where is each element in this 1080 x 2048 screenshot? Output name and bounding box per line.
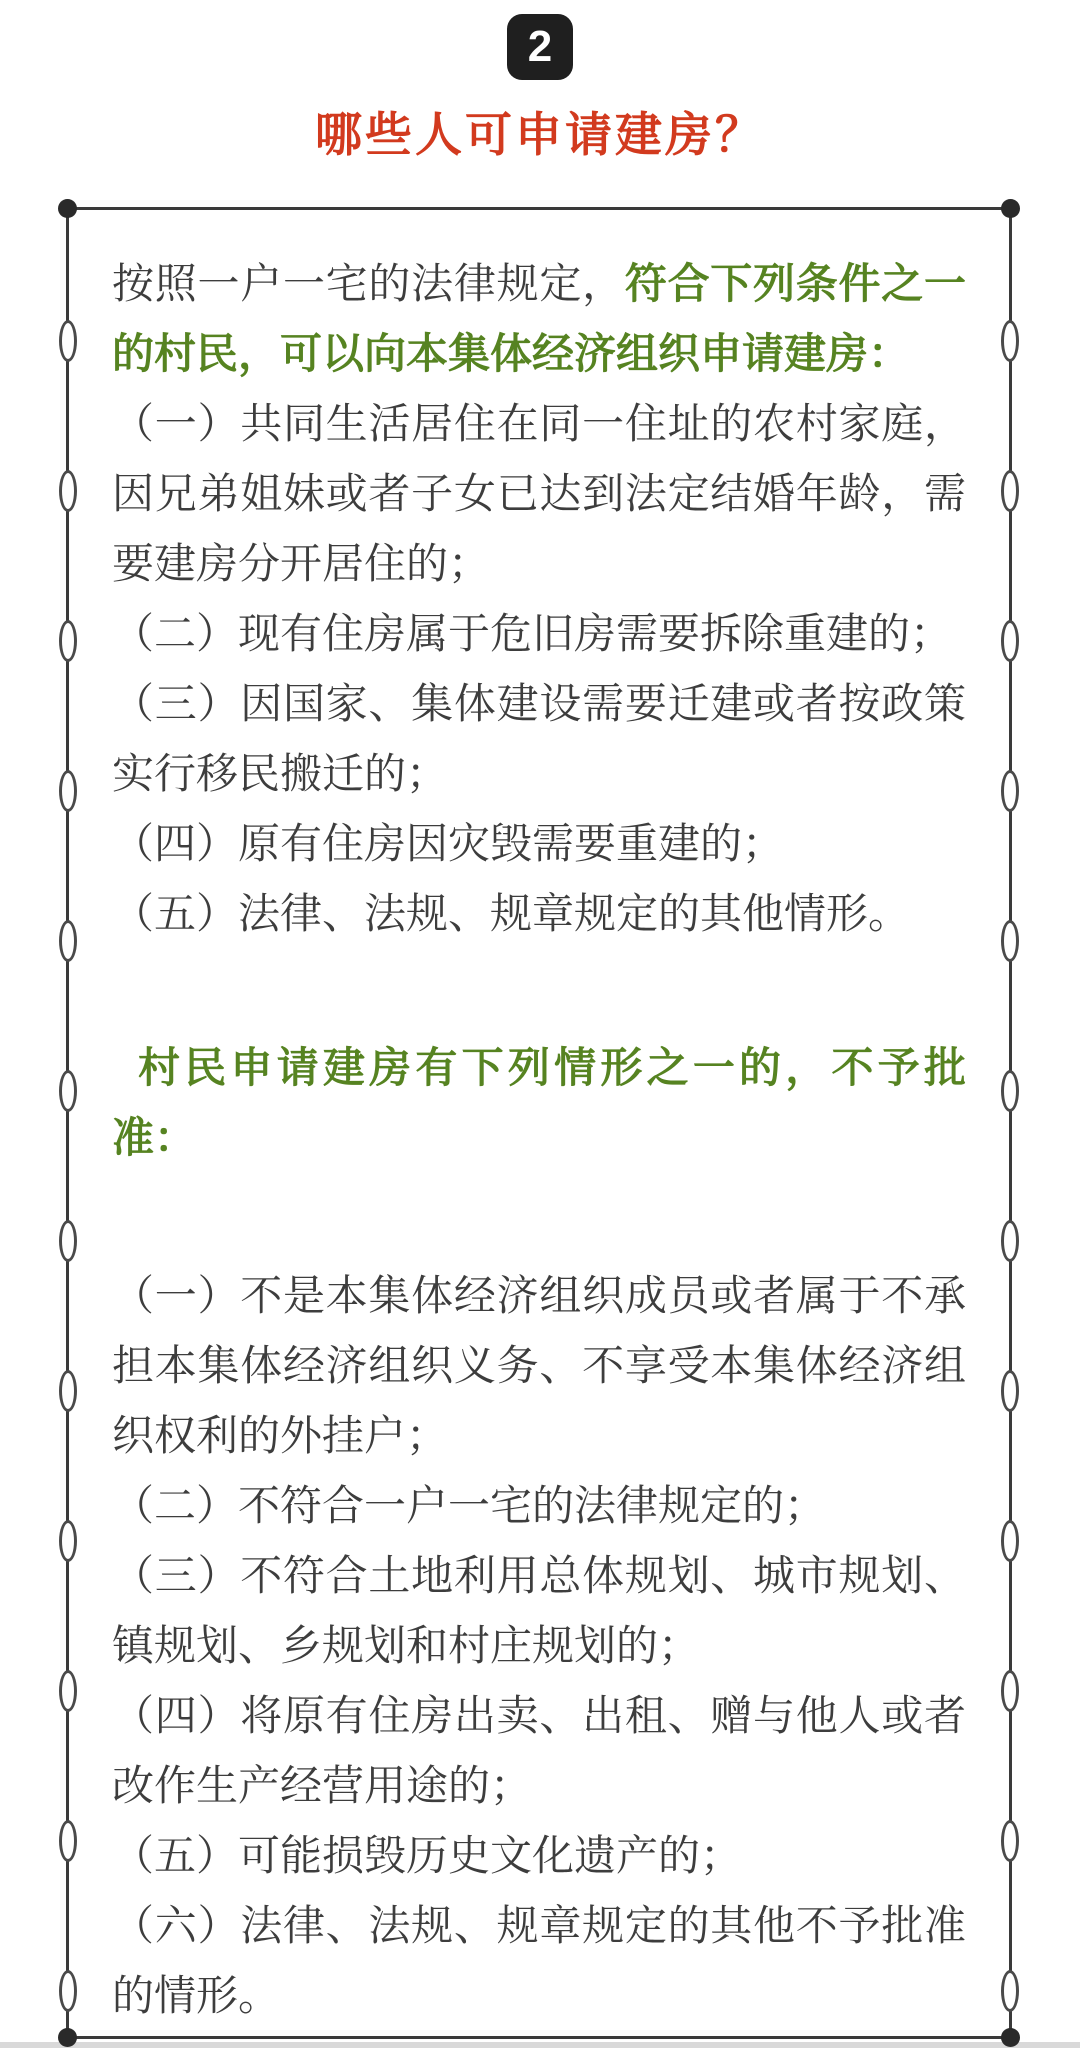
- stitch-oval-left: [59, 1070, 77, 1112]
- stitch-oval-right: [1001, 1070, 1019, 1112]
- stitch-oval-right: [1001, 1820, 1019, 1862]
- stitch-oval-left: [59, 1220, 77, 1262]
- stitch-oval-right: [1001, 320, 1019, 362]
- corner-dot-bottom-left: [58, 2028, 77, 2047]
- denial-item-3: （三）不符合土地利用总体规划、城市规划、镇规划、乡规划和村庄规划的；: [112, 1552, 966, 1669]
- stitch-oval-right: [1001, 1220, 1019, 1262]
- stitch-oval-right: [1001, 1970, 1019, 2012]
- stitch-oval-right: [1001, 1520, 1019, 1562]
- stitch-oval-left: [59, 1820, 77, 1862]
- stitch-oval-left: [59, 620, 77, 662]
- section-number: 2: [527, 22, 553, 71]
- stitch-oval-left: [59, 470, 77, 512]
- stitch-oval-left: [59, 1970, 77, 2012]
- stitch-oval-left: [59, 770, 77, 812]
- eligible-item-4: （四）原有住房因灾毁需要重建的；: [112, 820, 785, 867]
- corner-dot-bottom-right: [1001, 2028, 1020, 2047]
- stitch-oval-left: [59, 1670, 77, 1712]
- denial-item-2: （二）不符合一户一宅的法律规定的；: [112, 1482, 827, 1529]
- eligible-item-1: （一）共同生活居住在同一住址的农村家庭，因兄弟姐妹或者子女已达到法定结婚年龄，需要建房分开居住的；: [112, 400, 966, 587]
- stitch-oval-right: [1001, 920, 1019, 962]
- corner-dot-top-left: [58, 199, 77, 218]
- frame-content: [72, 213, 1006, 2033]
- eligible-item-2: （二）现有住房属于危旧房需要拆除重建的；: [112, 610, 953, 657]
- denial-item-1: （一）不是本集体经济组织成员或者属于不承担本集体经济组织义务、不享受本集体经济组织权利的外挂户；: [112, 1272, 966, 1459]
- stitch-oval-right: [1001, 470, 1019, 512]
- stitch-oval-left: [59, 920, 77, 962]
- stitch-oval-right: [1001, 620, 1019, 662]
- stitch-oval-left: [59, 1520, 77, 1562]
- section-number-badge: [507, 14, 573, 80]
- denial-item-5: （五）可能损毁历史文化遗产的；: [112, 1832, 743, 1879]
- stitch-oval-left: [59, 1370, 77, 1412]
- intro-paragraph: [112, 249, 966, 389]
- stitch-oval-right: [1001, 770, 1019, 812]
- eligible-item-3: （三）因国家、集体建设需要迁建或者按政策实行移民搬迁的；: [112, 680, 966, 797]
- denial-heading: 村民申请建房有下列情形之一的，不予批准：: [112, 1044, 966, 1161]
- denial-item-4: （四）将原有住房出卖、出租、赠与他人或者改作生产经营用途的；: [112, 1692, 966, 1809]
- denial-item-6: （六）法律、法规、规章规定的其他不予批准的情形。: [112, 1902, 966, 2019]
- bottom-edge-strip: [0, 2042, 1080, 2048]
- stitch-oval-left: [59, 320, 77, 362]
- frame: [66, 207, 1012, 2039]
- page-title: 哪些人可申请建房？: [315, 108, 765, 161]
- intro-highlight-text: 符合下列条件之一的村民，可以向本集体经济组织申请建房：: [112, 260, 966, 377]
- eligible-item-5: （五）法律、法规、规章规定的其他情形。: [112, 890, 911, 937]
- stitch-oval-right: [1001, 1370, 1019, 1412]
- stitch-oval-right: [1001, 1670, 1019, 1712]
- intro-plain-text: 按照一户一宅的法律规定，: [112, 260, 625, 307]
- corner-dot-top-right: [1001, 199, 1020, 218]
